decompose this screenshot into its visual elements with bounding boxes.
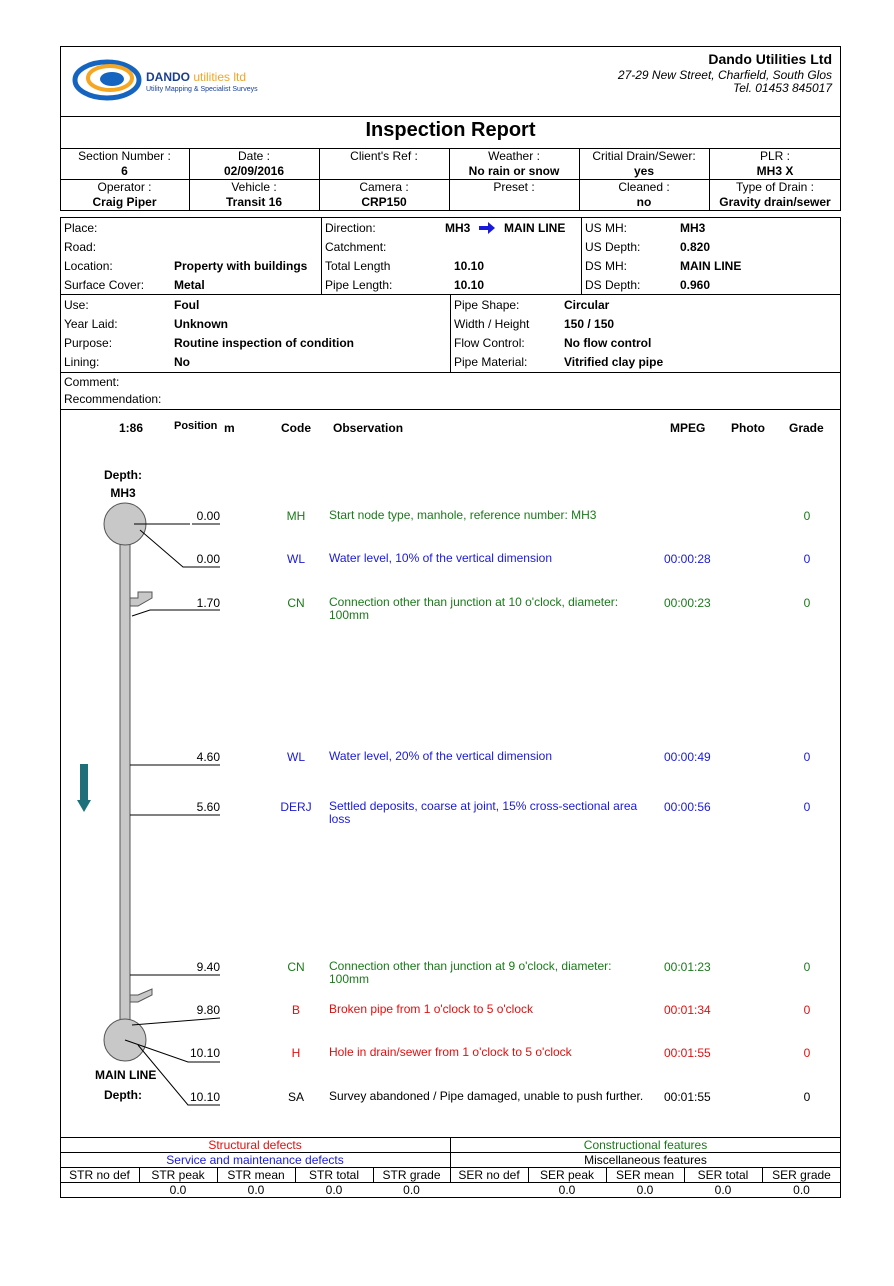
observation-grade: 0 [803,596,811,610]
header-cell [449,180,579,195]
observation-code: WL [287,552,305,566]
header-cell [189,180,319,210]
company-name: Dando Utilities Ltd [708,51,832,67]
observation-position: 5.60 [196,800,220,814]
summary-value: 0.0 [714,1183,732,1197]
year-label: Year Laid: [64,317,118,331]
direction-from: MH3 [445,221,471,235]
summary-value: 0.0 [247,1183,265,1197]
header-value: yes [633,164,655,178]
observation-code: B [291,1003,300,1017]
comment-label: Comment: [64,375,120,389]
summary-column-header: STR total [308,1168,359,1182]
location-label: Location: [64,259,113,273]
observation-mpeg: 00:01:23 [664,960,711,974]
observation-grade: 0 [803,1090,811,1104]
summary-column-header: SER peak [539,1168,595,1182]
observation-grade: 0 [803,800,811,814]
connection-icon [130,989,152,1002]
observation-row [0,960,894,990]
material-label: Pipe Material: [454,355,528,369]
observation-code: H [291,1046,301,1060]
summary-column-header: SER total [697,1168,749,1182]
header-value: 6 [121,164,128,178]
purpose-label: Purpose: [64,336,113,350]
year-value: Unknown [174,317,228,331]
header-label: Date : [237,149,270,163]
observation-text: Connection other than junction at 10 o'clock, diameter: 100mm [329,595,619,622]
summary-column-header: STR grade [382,1168,441,1182]
header-label: PLR : [759,149,790,163]
observation-grade: 0 [803,509,811,523]
flow-label: Flow Control: [454,336,525,350]
shape-label: Pipe Shape: [454,298,520,312]
observation-code: DERJ [280,800,312,814]
position-heading: Position [174,420,218,432]
header-label: Operator : [97,180,152,194]
header-cell [319,149,449,164]
depth-bottom-label: Depth: [104,1088,142,1102]
direction-to: MAIN LINE [504,221,566,235]
code-heading: Code [281,421,311,435]
direction-arrow-icon [478,221,496,240]
pipe-length-value: 10.10 [454,278,485,292]
material-value: Vitrified clay pipe [564,355,664,369]
observation-grade: 0 [803,1003,811,1017]
observation-position: 0.00 [196,552,220,566]
observation-grade: 0 [803,960,811,974]
header-label: Weather : [488,149,540,163]
observation-text: Water level, 20% of the vertical dimension [329,749,552,763]
summary-value: 0.0 [403,1183,420,1197]
observation-mpeg: 00:00:23 [664,596,711,610]
observation-code: SA [287,1090,304,1104]
observation-row [0,800,894,830]
observation-grade: 0 [803,750,811,764]
observation-grade: 0 [803,1046,811,1060]
lining-value: No [174,355,190,369]
observation-row [0,1003,894,1033]
use-value: Foul [174,298,200,312]
header-label: Critial Drain/Sewer: [592,149,696,163]
header-label: Camera : [359,180,409,194]
header-cell [449,149,579,179]
observation-code: MH [286,509,306,523]
observation-row [0,552,894,582]
observation-position: 1.70 [196,596,220,610]
observation-mpeg: 00:00:56 [664,800,711,814]
header-cell [60,149,189,179]
header-label: Type of Drain : [735,180,815,194]
observation-mpeg: 00:01:55 [664,1090,711,1104]
header-label: Vehicle : [231,180,277,194]
observation-row [0,750,894,780]
summary-value: 0.0 [793,1183,810,1197]
direction-label: Direction: [325,221,376,235]
observation-position: 9.40 [196,960,220,974]
observation-row [0,596,894,626]
ds-mh-value: MAIN LINE [680,259,742,273]
observation-mpeg: 00:01:55 [664,1046,711,1060]
pipe-length-label: Pipe Length: [325,278,393,292]
observation-code: WL [287,750,305,764]
constructional-features-label: Constructional features [583,1138,708,1152]
total-length-label: Total Length [325,259,391,273]
observation-mpeg: 00:00:28 [664,552,711,566]
us-depth-value: 0.820 [680,240,711,254]
mpeg-heading: MPEG [670,421,706,435]
observation-text: Broken pipe from 1 o'clock to 5 o'clock [329,1002,534,1016]
us-depth-label: US Depth: [585,240,641,254]
header-label: Client's Ref : [350,149,418,163]
road-label: Road: [64,240,97,254]
grade-heading: Grade [789,421,824,435]
ds-depth-label: DS Depth: [585,278,641,292]
recommendation-label: Recommendation: [64,392,162,406]
misc-features-label: Miscellaneous features [584,1153,707,1167]
summary-value: 0.0 [636,1183,654,1197]
observation-code: CN [287,960,305,974]
observation-text: Hole in drain/sewer from 1 o'clock to 5 o'clock [329,1045,572,1059]
observation-heading: Observation [333,421,404,435]
unit-heading: m [224,421,235,435]
start-node-label: MH3 [110,486,136,500]
header-value: CRP150 [361,195,407,209]
observation-text: Start node type, manhole, reference number: MH3 [329,508,597,522]
observation-text: Water level, 10% of the vertical dimension [329,551,552,565]
observation-position: 4.60 [196,750,220,764]
lining-label: Lining: [64,355,100,369]
total-length-value: 10.10 [454,259,485,273]
observation-position: 9.80 [196,1003,220,1017]
header-cell [709,149,841,179]
header-label: Preset : [493,180,535,194]
observation-text: Connection other than junction at 9 o'clock, diameter: 100mm [329,959,612,986]
observation-code: CN [287,596,305,610]
observation-mpeg: 00:00:49 [664,750,711,764]
scale-heading: 1:86 [119,421,144,435]
observation-grade: 0 [803,552,811,566]
observation-row [0,509,894,539]
header-value: Gravity drain/sewer [719,195,831,209]
purpose-value: Routine inspection of condition [174,336,354,350]
surface-value: Metal [174,278,205,292]
surface-label: Surface Cover: [64,278,145,292]
logo-sub-text: utilities ltd [193,70,247,84]
place-label: Place: [64,221,98,235]
wh-value: 150 / 150 [564,317,615,331]
header-value: Craig Piper [92,195,157,209]
observation-position: 0.00 [196,509,220,523]
header-value: Transit 16 [225,195,283,209]
summary-column-header: STR mean [227,1168,285,1182]
header-value: no [636,195,652,209]
ds-mh-label: DS MH: [585,259,627,273]
page-title: Inspection Report [365,119,536,141]
header-value: No rain or snow [468,164,560,178]
summary-value: 0.0 [169,1183,187,1197]
observation-row [0,1046,894,1076]
us-mh-label: US MH: [585,221,627,235]
summary-column-header: STR peak [151,1168,205,1182]
observation-position: 10.10 [189,1090,220,1104]
header-label: Section Number : [78,149,171,163]
service-defects-label: Service and maintenance defects [166,1153,344,1167]
summary-column-header: SER mean [615,1168,675,1182]
header-cell [709,180,841,210]
summary-column-header: SER grade [772,1168,831,1182]
summary-column-header: SER no def [458,1168,520,1182]
header-label: Cleaned : [618,180,670,194]
photo-heading: Photo [731,421,765,435]
structural-defects-label: Structural defects [208,1138,302,1152]
observation-position: 10.10 [189,1046,220,1060]
location-value: Property with buildings [174,259,308,273]
summary-column-header: STR no def [69,1168,130,1182]
header-cell [60,180,189,210]
end-node-label: MAIN LINE [95,1068,157,1082]
ds-depth-value: 0.960 [680,278,711,292]
header-cell [579,149,709,179]
flow-value: No flow control [564,336,652,350]
observation-mpeg: 00:01:34 [664,1003,711,1017]
company-logo [72,56,272,104]
logo-main-text: DANDO [146,70,190,84]
summary-value: 0.0 [558,1183,576,1197]
company-address: 27-29 New Street, Charfield, South Glos [617,68,832,82]
header-value: MH3 X [756,164,794,178]
catchment-label: Catchment: [325,240,387,254]
company-tel: Tel. 01453 845017 [733,81,832,95]
header-cell [579,180,709,210]
header-cell [319,180,449,210]
depth-top-label: Depth: [104,468,142,482]
logo-tagline: Utility Mapping & Specialist Surveys [146,86,258,93]
header-cell [189,149,319,179]
observation-row [0,1090,894,1120]
observation-text: Survey abandoned / Pipe damaged, unable to push further. [329,1089,644,1103]
shape-value: Circular [564,298,610,312]
us-mh-value: MH3 [680,221,706,235]
wh-label: Width / Height [454,317,530,331]
observation-text: Settled deposits, coarse at joint, 15% cross-sectional area loss [329,799,638,826]
header-value: 02/09/2016 [223,164,285,178]
use-label: Use: [64,298,89,312]
summary-value: 0.0 [325,1183,343,1197]
